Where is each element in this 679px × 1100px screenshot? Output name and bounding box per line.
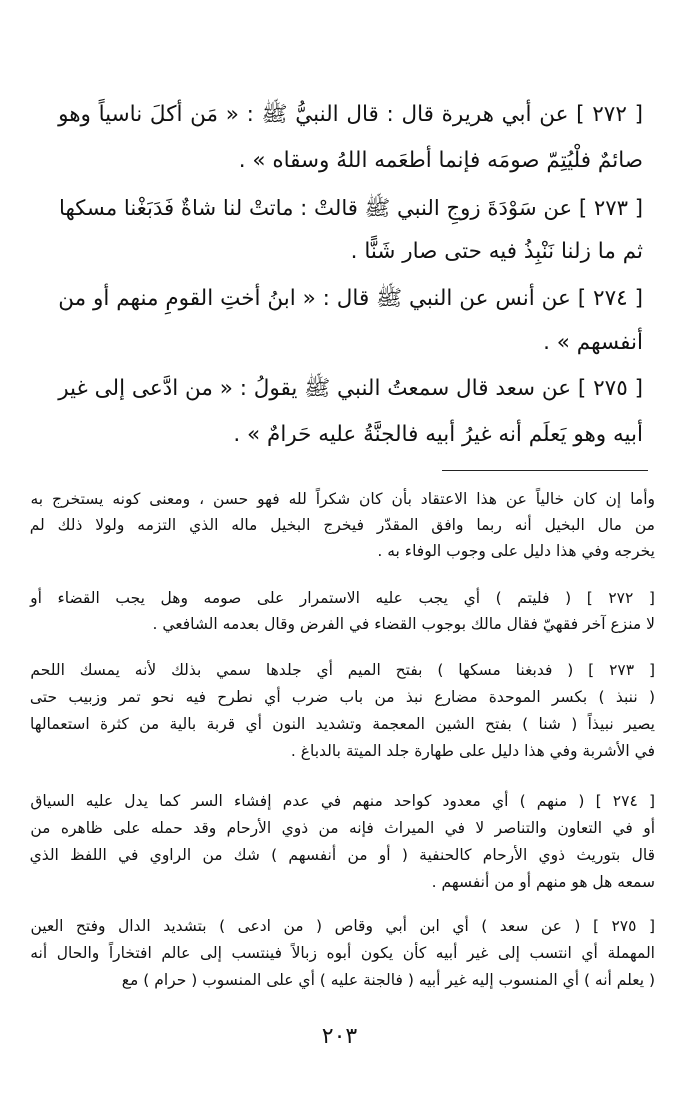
footnote-divider [442, 470, 648, 471]
note-line: [ ٢٧٤ ] ( منهم ) أي معدود كواحد منهم في عدم إفشاء السر كما يدل عليه السياق [30, 792, 655, 810]
hadith-line: [ ٢٧٣ ] عن سَوْدَةَ زوجِ النبي ﷺ قالتْ : ماتتْ لنا شاةٌ فَدَبَغْنا مسكها [59, 195, 643, 220]
note-line: من مال البخيل أنه ربما وافق المقدّر فيخرج البخيل ماله الذي التزمه ولولا ذلك لم [29, 516, 655, 534]
note-line: ( يعلم أنه ) أي المنسوب إليه غير أبيه ( فالجنة عليه ) أي على المنسوب ( حرام ) مع [121, 971, 655, 989]
note-line: يصير نبيذاً ( شنا ) بفتح الشين المعجمة وتشديد النون أي قربة بالية من كثرة استعمالها [29, 715, 655, 733]
hadith-line: أنفسهم » . [543, 330, 643, 355]
note-line: [ ٢٧٣ ] ( فدبغنا مسكها ) بفتح الميم أي جلدها سمي بذلك لأنه يمسك اللحم [30, 661, 655, 679]
note-line: لا منزع آخر فقهيّ فقال مالك بوجوب القضاء في الفرض وقال بعدمه الشافعي . [152, 615, 655, 633]
note-line: قال بتوريث ذوي الأرحام كالحنفية ( أو من أنفسهم ) شك من الراوي في اللفظ الذي [29, 846, 655, 864]
hadith-line: [ ٢٧٥ ] عن سعد قال سمعتُ النبي ﷺ يقولُ : « من ادَّعى إلى غير [58, 376, 643, 401]
note-line: ( ننبذ ) بكسر الموحدة مضارع نبذ من باب ضرب أي نطرح فيه نحو تمر وزبيب حتى [29, 688, 655, 706]
note-line: [ ٢٧٥ ] ( عن سعد ) أي ابن أبي وقاص ( من ادعى ) بتشديد الدال وفتح العين [30, 917, 655, 935]
note-line: المهملة أي انتسب إلى غير أبيه كأن يكون أبوه زبالاً فينتسب إلى عالم افتخاراً والحال أنه [30, 944, 655, 962]
hadith-line: صائمٌ فلْيُتِمّ صومَه فإنما أطعَمه اللهُ وسقاه » . [238, 148, 643, 173]
note-line: وأما إن كان خالياً عن هذا الاعتقاد بأن كان شكراً لله فهو حسن ، ومعنى كونه يستخرج به [30, 490, 655, 508]
hadith-line: ثم ما زلنا نَنْبِذُ فيه حتى صار شَنًّا . [350, 239, 643, 264]
hadith-line: [ ٢٧٢ ] عن أبي هريرة قال : قال النبيُّ ﷺ : « مَن أكلَ ناسياً وهو [58, 102, 643, 127]
note-line: يخرجه وفي هذا دليل على وجوب الوفاء به . [377, 542, 655, 560]
note-line: أو في التعاون والتناصر لا في الميراث فإنه من ذوي الأرحام وقد حمله على ظاهره من [30, 819, 655, 837]
page-number: ٢٠٣ [321, 1024, 358, 1049]
note-line: سمعه هل هو منهم أو من أنفسهم . [431, 873, 655, 891]
hadith-line: أبيه وهو يَعلَم أنه غيرُ أبيه فالجنَّةُ عليه حَرامٌ » . [233, 422, 643, 447]
hadith-line: [ ٢٧٤ ] عن أنس عن النبي ﷺ قال : « ابنُ أختِ القومِ منهم أو من [58, 286, 643, 311]
note-line: في الأشربة وفي هذا دليل على طهارة جلد الميتة بالدباغ . [290, 742, 655, 760]
note-line: [ ٢٧٢ ] ( فليتم ) أي يجب عليه الاستمرار على صومه وهل يجب القضاء أو [30, 589, 655, 607]
